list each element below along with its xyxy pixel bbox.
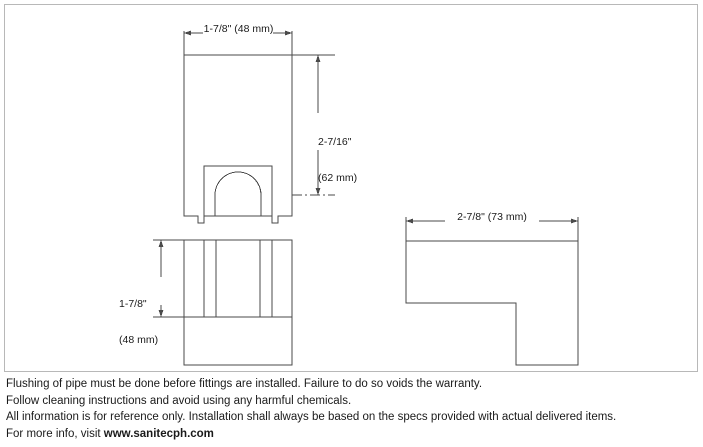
note-line-cleaning: Follow cleaning instructions and avoid using any harmful chemicals. <box>6 394 352 407</box>
front-view-recess <box>204 166 272 216</box>
note-line-reference: All information is for reference only. Installation shall always be based on the specs provided with actual delivered items. <box>6 411 617 423</box>
dim-label-depth-bottom-line2: (48 mm) <box>119 334 159 346</box>
dim-label-depth-bottom-line1: 1-7/8" <box>119 298 147 310</box>
arrow-top-depth <box>159 240 164 247</box>
dim-label-depth-bottom <box>119 274 169 370</box>
dim-label-height-front-line2: (62 mm) <box>318 172 358 184</box>
note-line-warranty: Flushing of pipe must be done before fittings are installed. Failure to do so voids the warranty. <box>6 378 483 390</box>
dim-label-width-top: 1-7/8" (48 mm) <box>203 23 274 35</box>
front-view-pipe-cutout <box>215 172 261 216</box>
dim-label-height-front <box>318 112 380 208</box>
bottom-view-outline <box>184 240 292 365</box>
front-view-outline <box>184 55 292 223</box>
arrow-left-side <box>406 219 413 224</box>
dim-label-width-side: 2-7/8" (73 mm) <box>457 211 527 223</box>
dim-label-height-front-line1: 2-7/16" <box>318 136 352 148</box>
arrow-left-width <box>184 31 191 36</box>
side-view-outline <box>406 241 578 365</box>
note-website-url[interactable]: www.sanitecph.com <box>103 427 214 440</box>
arrow-top-height <box>316 55 321 62</box>
drawing-frame <box>4 4 698 372</box>
arrow-right-side <box>571 219 578 224</box>
arrow-right-width <box>285 31 292 36</box>
footer-notes <box>6 376 696 442</box>
note-line-website <box>6 426 696 443</box>
note-website-prefix: For more info, visit <box>6 427 104 440</box>
